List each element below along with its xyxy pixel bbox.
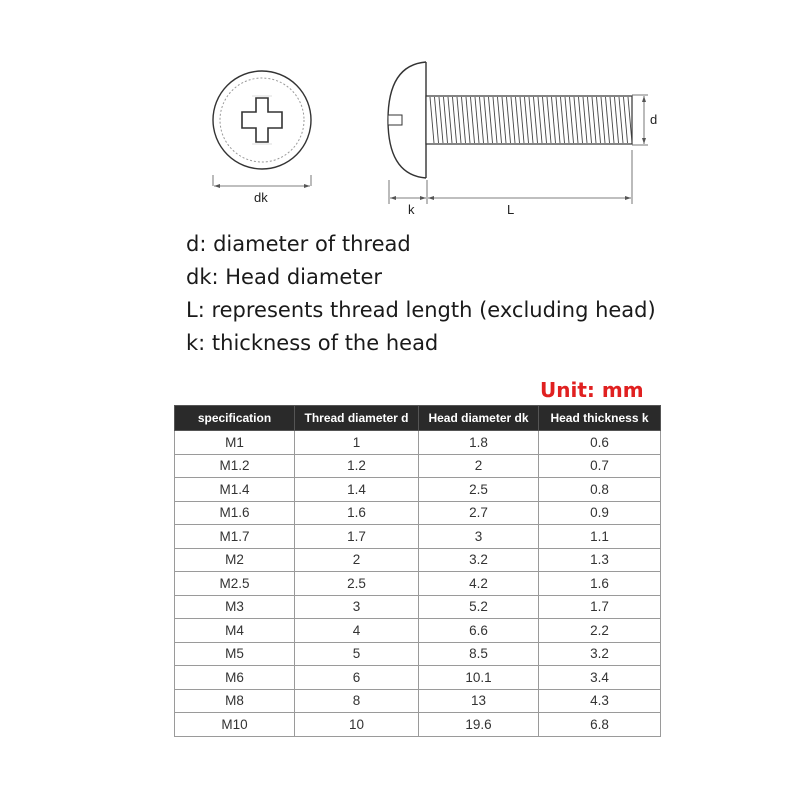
k-label: k — [408, 202, 415, 217]
table-cell: 1.3 — [539, 548, 661, 572]
table-cell: 2.5 — [295, 572, 419, 596]
table-cell: M2 — [175, 548, 295, 572]
table-cell: 6.6 — [419, 619, 539, 643]
header-head-thickness: Head thickness k — [539, 406, 661, 431]
table-cell: 1.1 — [539, 525, 661, 549]
table-cell: M1 — [175, 431, 295, 455]
table-cell: 3 — [295, 595, 419, 619]
table-cell: 13 — [419, 689, 539, 713]
L-label: L — [507, 202, 515, 217]
definition-k: k: thickness of the head — [186, 331, 439, 355]
table-body — [175, 431, 661, 737]
table-cell: 1.6 — [295, 501, 419, 525]
table-cell: 0.7 — [539, 454, 661, 478]
screw-side-view — [388, 62, 632, 178]
table-cell: 1.2 — [295, 454, 419, 478]
table-row — [175, 478, 661, 502]
header-head-diameter: Head diameter dk — [419, 406, 539, 431]
table-cell: 4.3 — [539, 689, 661, 713]
unit-label: Unit: mm — [540, 378, 644, 402]
header-specification: specification — [175, 406, 295, 431]
dk-dimension — [213, 175, 311, 205]
table-cell: 8.5 — [419, 642, 539, 666]
d-label: d — [650, 112, 658, 127]
table-row — [175, 572, 661, 596]
table-cell: 1.6 — [539, 572, 661, 596]
table-cell: M3 — [175, 595, 295, 619]
table-cell: 5 — [295, 642, 419, 666]
table-row — [175, 619, 661, 643]
table-cell: 3.4 — [539, 666, 661, 690]
table-cell: 4 — [295, 619, 419, 643]
table-cell: M8 — [175, 689, 295, 713]
table-row — [175, 431, 661, 455]
table-cell: M1.2 — [175, 454, 295, 478]
table-cell: 3.2 — [419, 548, 539, 572]
table-cell: 3.2 — [539, 642, 661, 666]
d-dimension — [632, 95, 657, 145]
table-cell: 19.6 — [419, 713, 539, 737]
spec-table — [174, 405, 661, 737]
table-cell: 4.2 — [419, 572, 539, 596]
table-header-row — [175, 406, 661, 431]
table-cell: M4 — [175, 619, 295, 643]
screw-diagram — [0, 0, 800, 225]
table-row — [175, 666, 661, 690]
table-cell: 0.9 — [539, 501, 661, 525]
table-cell: 2 — [419, 454, 539, 478]
table-row — [175, 454, 661, 478]
table-cell: M6 — [175, 666, 295, 690]
header-thread-diameter: Thread diameter d — [295, 406, 419, 431]
table-cell: 1.8 — [419, 431, 539, 455]
table-row — [175, 642, 661, 666]
table-cell: 6.8 — [539, 713, 661, 737]
table-cell: 8 — [295, 689, 419, 713]
screw-head-top-view — [213, 71, 311, 169]
definition-dk: dk: Head diameter — [186, 265, 383, 289]
table-cell: 1.4 — [295, 478, 419, 502]
definition-d: d: diameter of thread — [186, 232, 411, 256]
table-row — [175, 501, 661, 525]
table-row — [175, 595, 661, 619]
table-cell: 2.7 — [419, 501, 539, 525]
table-cell: 0.8 — [539, 478, 661, 502]
table-cell: 5.2 — [419, 595, 539, 619]
table-cell: 2.2 — [539, 619, 661, 643]
table-cell: M5 — [175, 642, 295, 666]
table-cell: M1.4 — [175, 478, 295, 502]
table-cell: 6 — [295, 666, 419, 690]
table-row — [175, 548, 661, 572]
table-cell: M1.6 — [175, 501, 295, 525]
table-row — [175, 525, 661, 549]
table-cell: 2 — [295, 548, 419, 572]
phillips-cross-icon — [242, 98, 282, 142]
table-cell: 10.1 — [419, 666, 539, 690]
table-cell: 1.7 — [539, 595, 661, 619]
table-row — [175, 713, 661, 737]
table-cell: 0.6 — [539, 431, 661, 455]
table-cell: 10 — [295, 713, 419, 737]
table-cell: 1 — [295, 431, 419, 455]
table-cell: 1.7 — [295, 525, 419, 549]
table-cell: M10 — [175, 713, 295, 737]
definitions-list — [186, 228, 656, 360]
dk-label: dk — [254, 190, 268, 205]
table-cell: 2.5 — [419, 478, 539, 502]
definition-L: L: represents thread length (excluding head) — [186, 298, 656, 322]
table-cell: 3 — [419, 525, 539, 549]
table-cell: M1.7 — [175, 525, 295, 549]
table-cell: M2.5 — [175, 572, 295, 596]
table-row — [175, 689, 661, 713]
